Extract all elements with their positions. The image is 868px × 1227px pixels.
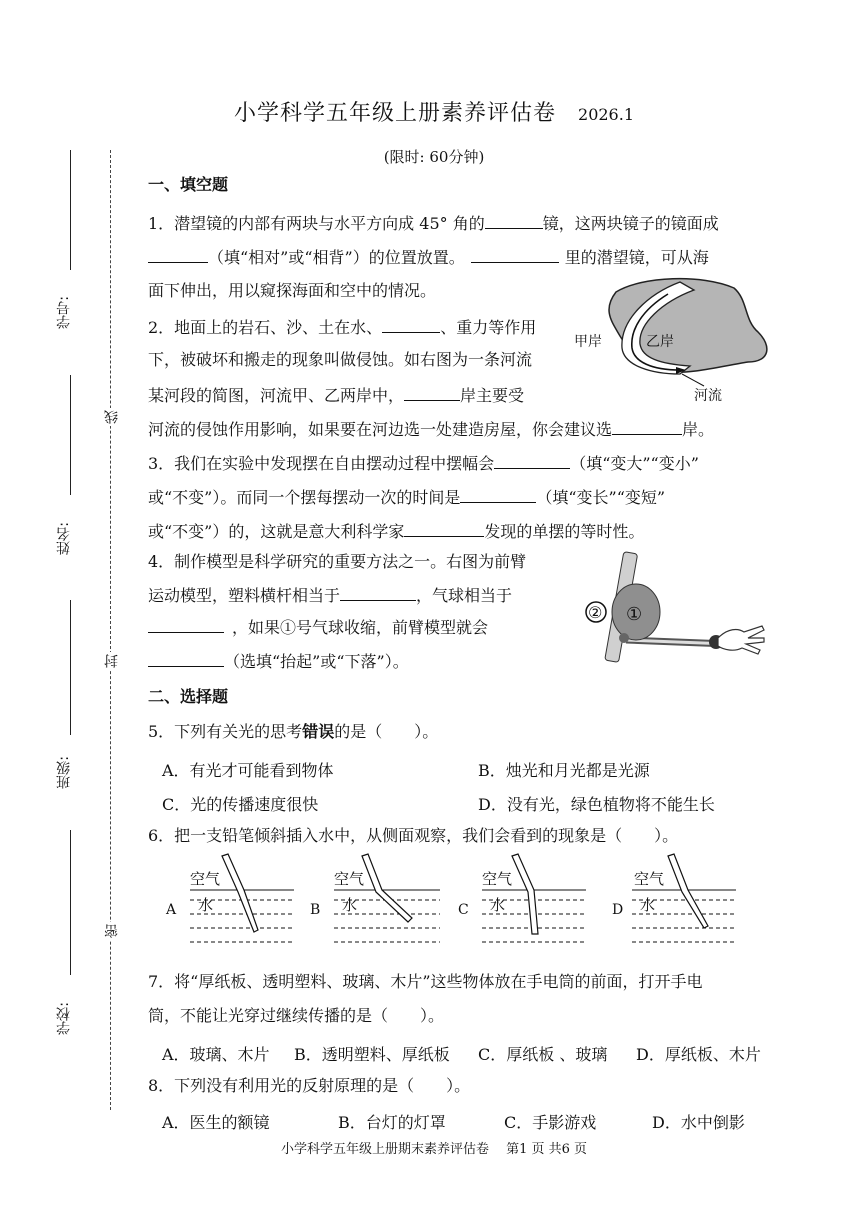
q4-text-e: （选填“抬起”或“下落”）。 (224, 652, 409, 671)
q1-line-3 (148, 281, 436, 301)
bank-yi-label: 乙岸 (646, 334, 674, 350)
q6-label-d: D (612, 902, 624, 918)
q2-text-f: 河流的侵蚀作用影响，如果要在河边选一处建造房屋，你会建议选 (148, 420, 613, 439)
q3-text-d: （填“变长”“变短” (536, 488, 666, 507)
q4-blank-3[interactable] (148, 650, 224, 667)
q4-text-a: 4．制作模型是科学研究的重要方法之一。右图为前臂 (148, 552, 527, 571)
q6-label-a: A (166, 902, 177, 918)
q6-option-c-figure[interactable] (458, 854, 586, 942)
q4-line-4 (148, 650, 409, 672)
title-text: 小学科学五年级上册素养评估卷 (234, 101, 557, 126)
student-id-label: 学号: (56, 296, 72, 329)
q2-text-a: 2．地面上的岩石、沙、土在水、 (148, 318, 383, 337)
q5-text-a: 5．下列有关光的思考 (148, 722, 303, 741)
river-diagram (572, 270, 772, 410)
q6-air-a: 空气 (190, 870, 221, 888)
q2-line-3 (148, 384, 524, 406)
q2-text-e: 岸主要受 (460, 386, 525, 405)
q7-line-1: 7．将“厚纸板、透明塑料、玻璃、木片”这些物体放在手电筒的前面，打开手电 (148, 972, 703, 991)
q3-text-c: 或“不变”）。而同一个摆每摆动一次的时间是 (148, 488, 461, 507)
q4-text-c: ，气球相当于 (416, 586, 513, 605)
q1-blank-1[interactable] (485, 212, 543, 229)
q5-option-a[interactable]: A．有光才可能看到物体 (162, 761, 334, 780)
q1-text-d: 里的潜望镜，可从海 (564, 248, 709, 267)
q2-text-g: 岸。 (682, 420, 715, 439)
q3-blank-3[interactable] (404, 520, 484, 537)
seal-char-mi: 密 (104, 924, 120, 938)
q8-option-b[interactable]: B．台灯的灯罩 (338, 1113, 446, 1132)
section-fill-blank: 一、填空题 (148, 175, 229, 194)
q6-water-a: 水 (198, 896, 214, 914)
q3-blank-2[interactable] (460, 486, 536, 503)
balloon-2-label: ② (588, 603, 603, 622)
q3-text-a: 3．我们在实验中发现摆在自由摆动过程中摆幅会 (148, 454, 495, 473)
q6-label-c: C (458, 902, 469, 918)
q4-blank-2[interactable] (148, 616, 224, 633)
q2-blank-3[interactable] (612, 418, 682, 435)
q8-option-c[interactable]: C．手影游戏 (504, 1113, 597, 1132)
q6-label-b: B (310, 902, 321, 918)
seal-char-xian: 线 (104, 410, 120, 424)
q7-line-2: 筒，不能让光穿过继续传播的是（ ）。 (148, 1006, 445, 1025)
q4-line-3 (148, 616, 488, 638)
class-label: 班级: (56, 756, 72, 789)
q8-stem: 8．下列没有利用光的反射原理的是（ ）。 (148, 1076, 471, 1095)
q1-blank-2[interactable] (148, 246, 208, 263)
q6-water-d: 水 (640, 896, 656, 914)
q6-option-b-figure[interactable] (310, 854, 440, 942)
q3-text-b: （填“变大”“变小” (570, 454, 699, 473)
q3-line-1 (148, 452, 699, 474)
q2-text-d: 某河段的简图，河流甲、乙两岸中， (148, 386, 405, 405)
q2-text-c: 下，被破坏和搬走的现象叫做侵蚀。如右图为一条河流 (148, 350, 533, 369)
q6-water-c: 水 (490, 896, 506, 914)
q4-text-d: ，如果①号气球收缩，前臂模型就会 (232, 618, 489, 637)
forearm-model-figure (578, 548, 768, 678)
q6-option-a-figure[interactable] (165, 854, 294, 942)
q2-text-b: 、重力等作用 (440, 318, 537, 337)
q1-text-e: 面下伸出，用以窥探海面和空中的情况。 (148, 281, 437, 300)
forearm-model-diagram (578, 548, 768, 678)
seal-dashed-line (110, 150, 111, 1110)
q3-line-3 (148, 520, 644, 542)
q6-air-c: 空气 (482, 870, 513, 888)
q5-option-d[interactable]: D．没有光，绿色植物将不能生长 (478, 795, 715, 814)
q6-water-b: 水 (342, 896, 358, 914)
q2-blank-2[interactable] (404, 384, 460, 401)
q5-text-b: 的是（ ）。 (334, 722, 439, 741)
q5-option-c[interactable]: C．光的传播速度很快 (162, 795, 319, 814)
q2-blank-1[interactable] (382, 316, 440, 333)
exam-title (0, 96, 868, 127)
q5-stem (148, 722, 438, 742)
q6-air-b: 空气 (334, 870, 365, 888)
time-limit: (限时: 60分钟) (383, 148, 485, 166)
margin-line-2 (70, 375, 71, 495)
q3-blank-1[interactable] (494, 452, 570, 469)
q1-text-a: 1．潜望镜的内部有两块与水平方向成 45° 角的 (148, 214, 485, 233)
pencil-in-water-diagrams (150, 852, 770, 956)
bank-jia-label: 甲岸 (574, 334, 602, 350)
q6-options (150, 852, 770, 956)
margin-line-1 (70, 150, 71, 270)
q1-line-2 (148, 246, 709, 268)
q4-line-2 (148, 584, 512, 606)
q7-option-c[interactable]: C．厚纸板 、玻璃 (478, 1045, 608, 1064)
q1-line-1 (148, 212, 719, 234)
q7-option-b[interactable]: B．透明塑料、厚纸板 (294, 1045, 450, 1064)
q8-option-a[interactable]: A．医生的额镜 (162, 1113, 270, 1132)
river-label: 河流 (694, 388, 722, 404)
river-figure (572, 270, 772, 410)
balloon-1-label: ① (626, 604, 643, 625)
section-choice: 二、选择题 (148, 687, 229, 706)
q5-emphasis: 错误 (302, 722, 335, 741)
q1-text-b: 镜，这两块镜子的镜面成 (542, 214, 719, 233)
q6-air-d: 空气 (634, 870, 665, 888)
q6-stem: 6．把一支铅笔倾斜插入水中，从侧面观察，我们会看到的现象是（ ）。 (148, 826, 679, 845)
q5-option-b[interactable]: B．烛光和月光都是光源 (478, 761, 650, 780)
q7-option-d[interactable]: D．厚纸板、木片 (636, 1045, 761, 1064)
q3-text-f: 发现的单摆的等时性。 (484, 522, 645, 541)
q4-line-1 (148, 552, 526, 572)
q2-line-1 (148, 316, 536, 338)
q7-option-a[interactable]: A．玻璃、木片 (162, 1045, 270, 1064)
q2-line-2 (148, 350, 532, 370)
exam-year: 2026.1 (578, 105, 634, 124)
q4-text-b: 运动模型，塑料横杆相当于 (148, 586, 341, 605)
q2-line-4 (148, 418, 714, 440)
q3-text-e: 或“不变”）的，这就是意大利科学家 (148, 522, 405, 541)
q6-option-d-figure[interactable] (612, 854, 736, 942)
q1-text-c: （填“相对”或“相背”）的位置放置。 (208, 248, 465, 267)
q3-line-2 (148, 486, 665, 508)
page-footer: 小学科学五年级上册期末素养评估卷 第1 页 共6 页 (280, 1142, 588, 1157)
name-label: 姓名: (56, 522, 72, 555)
q8-option-d[interactable]: D．水中倒影 (652, 1113, 745, 1132)
q4-blank-1[interactable] (340, 584, 416, 601)
school-label: 学校: (56, 1002, 72, 1035)
seal-char-feng: 封 (104, 654, 120, 668)
margin-line-3 (70, 600, 71, 735)
margin-line-4 (70, 830, 71, 975)
q1-blank-3[interactable] (471, 246, 559, 263)
